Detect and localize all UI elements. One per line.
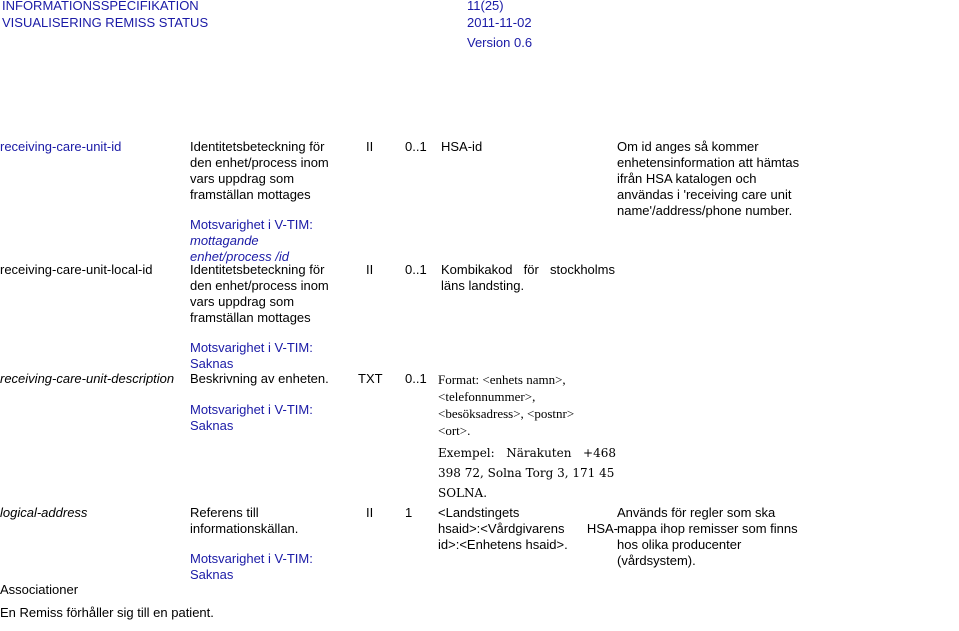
field-description: Identitetsbeteckning för den enhet/process inom vars uppdrag som framställan mottages bbox=[190, 139, 329, 202]
field-cardinality: 1 bbox=[405, 505, 413, 520]
vtim-correspondence: Motsvarighet i V-TIM: Saknas bbox=[190, 402, 313, 433]
vtim-correspondence: Motsvarighet i V-TIM: Saknas bbox=[190, 340, 313, 371]
field-cardinality: 0..1 bbox=[405, 139, 427, 154]
field-cardinality: 0..1 bbox=[405, 262, 427, 277]
field-cardinality: 0..1 bbox=[405, 371, 427, 386]
page-number: 11(25) bbox=[467, 0, 504, 13]
field-format: Kombikakod för stockholms läns landsting. bbox=[441, 262, 615, 293]
field-comment: Om id anges så kommer enhetensinformation att hämtas ifrån HSA katalogen och användas i 'receiving care unit name'/address/phone number. bbox=[617, 139, 800, 218]
field-format: Format: <enhets namn>, <telefonnummer>, <besöksadress>, <postnr> <ort>. bbox=[438, 372, 575, 438]
field-type: TXT bbox=[358, 371, 383, 386]
field-name-logical-address: logical-address bbox=[0, 505, 88, 520]
field-type: II bbox=[366, 262, 374, 277]
document-title: INFORMATIONSSPECIFIKATION bbox=[2, 0, 199, 13]
document-date: 2011-11-02 bbox=[467, 15, 532, 30]
field-name-receiving-care-unit-description: receiving-care-unit-description bbox=[0, 371, 175, 386]
associations-text: En Remiss förhåller sig till en patient. bbox=[0, 605, 214, 620]
document-version: Version 0.6 bbox=[467, 35, 533, 50]
field-format: HSA-id bbox=[441, 139, 483, 154]
document-subtitle: VISUALISERING REMISS STATUS bbox=[2, 15, 209, 30]
vtim-correspondence: Motsvarighet i V-TIM: mottagande enhet/process /id bbox=[190, 217, 313, 264]
field-format: <Landstingets hsaid>:<Vårdgivarens HSA- id>:<Enhetens hsaid>. bbox=[438, 505, 618, 552]
field-type: II bbox=[366, 139, 374, 154]
format-example: Exempel: Närakuten +468 398 72, Solna Torg 3, 171 45 SOLNA. bbox=[438, 446, 616, 500]
vtim-correspondence: Motsvarighet i V-TIM: Saknas bbox=[190, 551, 313, 582]
field-name-receiving-care-unit-local-id: receiving-care-unit-local-id bbox=[0, 262, 153, 277]
field-description: Identitetsbeteckning för den enhet/process inom vars uppdrag som framställan mottages bbox=[190, 262, 329, 325]
field-description: Referens till informationskällan. bbox=[190, 505, 299, 536]
field-comment: Används för regler som ska mappa ihop remisser som finns hos olika producenter (vårdsystem). bbox=[617, 505, 798, 568]
field-name-receiving-care-unit-id: receiving-care-unit-id bbox=[0, 139, 122, 154]
section-heading-associations: Associationer bbox=[0, 582, 79, 597]
field-description: Beskrivning av enheten. bbox=[190, 371, 329, 386]
field-type: II bbox=[366, 505, 374, 520]
